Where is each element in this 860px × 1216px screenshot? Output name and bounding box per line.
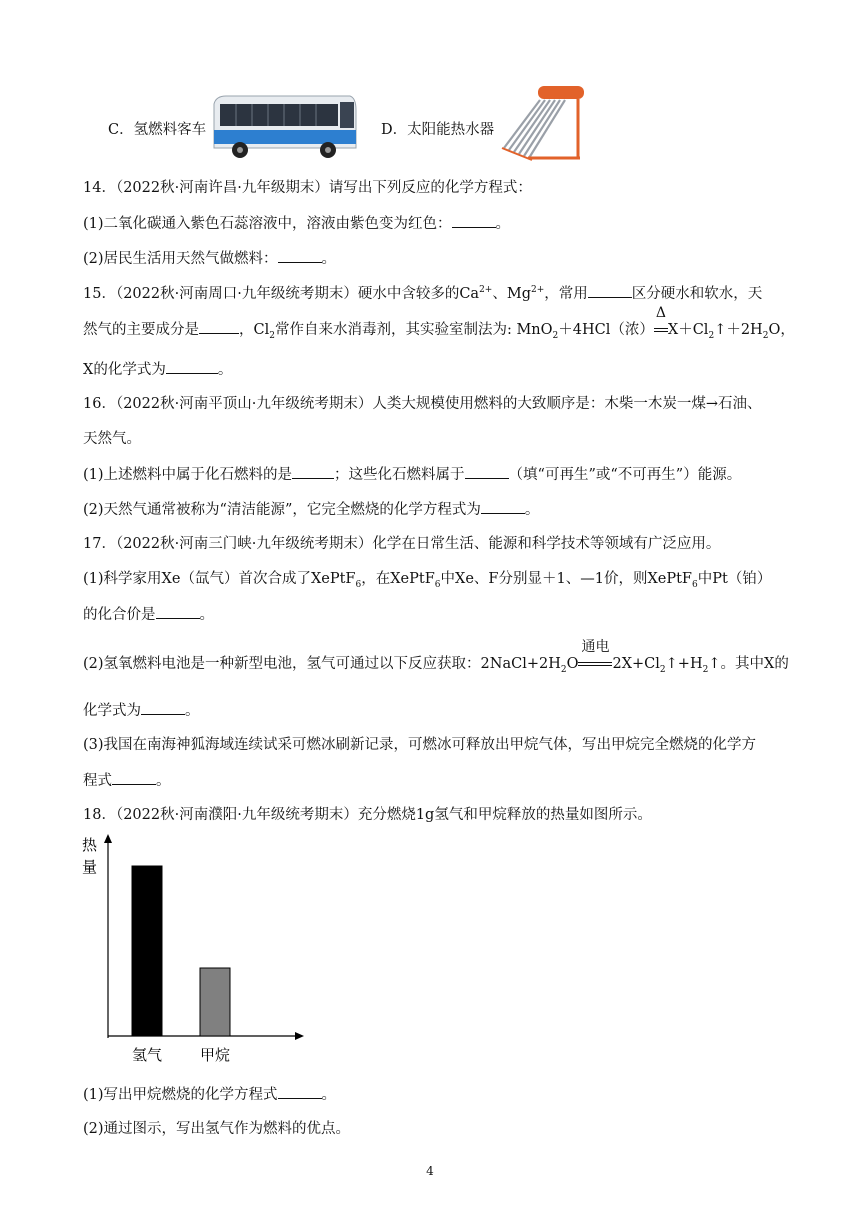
answer-blank[interactable] [278, 1084, 322, 1099]
hydrogen-bus-image [210, 90, 360, 162]
page-number: 4 [426, 1164, 434, 1178]
answer-blank[interactable] [156, 604, 200, 619]
bar-hydrogen [132, 866, 162, 1036]
y-axis-arrow [104, 834, 112, 843]
x-tick-label: 甲烷 [199, 1046, 231, 1064]
q17-part1-cont: 的化合价是 。 [83, 604, 214, 625]
q16-part2: (2)天然气通常被称为“清洁能源”，它完全燃烧的化学方程式为 。 [83, 499, 539, 520]
bar-methane [200, 968, 230, 1036]
answer-blank[interactable] [166, 359, 218, 374]
q17-part1: (1)科学家用Xe（氙气）首次合成了XePtF$_6$，在XePtF$_6$中Xe、F分别显＋1、—1价，则XePtF$_6$中Pt（铂） [83, 571, 772, 590]
q17-part3-cont: 程式 。 [83, 770, 171, 791]
answer-blank[interactable] [465, 464, 509, 479]
q18-part1: (1)写出甲烷燃烧的化学方程式 。 [83, 1084, 336, 1105]
q17-part2: (2)氢氧燃料电池是一种新型电池，氢气可通过以下反应获取：$2NaCl+2H_2O$ 通电 $2X+Cl_2↑+H_2↑$。其中X的 [83, 639, 789, 675]
q16-part1: (1)上述燃料中属于化石燃料的是 ；这些化石燃料属于 （填“可再生”或“不可再生”）能源。 [83, 464, 741, 485]
q17-part3: (3)我国在南海神狐海域连续试采可燃冰刷新记录，可燃冰可释放出甲烷气体，写出甲烷完全燃烧的化学方 [83, 737, 757, 753]
q18-part2: (2)通过图示，写出氢气作为燃料的优点。 [83, 1121, 351, 1137]
heating-condition: Δ [654, 320, 668, 340]
q18-stem: 18．（2022秋·河南濮阳·九年级统考期末）充分燃烧1g氢气和甲烷释放的热量如图所示。 [83, 807, 652, 823]
solar-water-heater-image [498, 82, 588, 162]
answer-blank[interactable] [452, 213, 496, 228]
q16-stem-cont: 天然气。 [83, 431, 141, 447]
q15-line1: 15．（2022秋·河南周口·九年级统考期末）硬水中含较多的$Ca^{2+}$、$Mg^{2+}$，常用 区分硬水和软水，天 [83, 283, 762, 304]
answer-blank[interactable] [588, 283, 632, 298]
y-axis-label [82, 836, 98, 876]
option-d-label: D．太阳能热水器 [381, 122, 495, 138]
heat-bar-chart [78, 830, 318, 1070]
y-axis-label-char: 量 [82, 858, 98, 876]
q14-part2: (2)居民生活用天然气做燃料： 。 [83, 248, 336, 269]
answer-blank[interactable] [292, 464, 334, 479]
option-c-label: C．氢燃料客车 [108, 122, 207, 138]
q17-part2-cont: 化学式为 。 [83, 700, 200, 721]
x-tick-label: 氢气 [131, 1046, 163, 1064]
q14-stem: 14．（2022秋·河南许昌·九年级期末）请写出下列反应的化学方程式： [83, 180, 532, 196]
q16-stem: 16．（2022秋·河南平顶山·九年级统考期末）人类大规模使用燃料的大致顺序是：木柴一木炭一煤→石油、 [83, 396, 762, 412]
answer-blank[interactable] [112, 770, 156, 785]
q15-line2: 然气的主要成分是 ，$Cl_2$常作自来水消毒剂，其实验室制法为: MnO$_2$＋4HCl（浓） Δ $X+Cl_2↑+2H_2O$， [83, 305, 795, 341]
answer-blank[interactable] [199, 319, 239, 334]
electrolysis-condition: 通电 [578, 654, 612, 674]
y-axis-label-char: 热 [82, 836, 98, 854]
q17-stem: 17．（2022秋·河南三门峡·九年级统考期末）化学在日常生活、能源和科学技术等领域有广泛应用。 [83, 536, 721, 552]
answer-blank[interactable] [141, 700, 185, 715]
answer-blank[interactable] [278, 248, 322, 263]
answer-blank[interactable] [481, 499, 525, 514]
x-axis-arrow [295, 1032, 304, 1040]
q15-line3: X的化学式为 。 [83, 359, 232, 380]
q14-part1: (1)二氧化碳通入紫色石蕊溶液中，溶液由紫色变为红色： 。 [83, 213, 510, 234]
